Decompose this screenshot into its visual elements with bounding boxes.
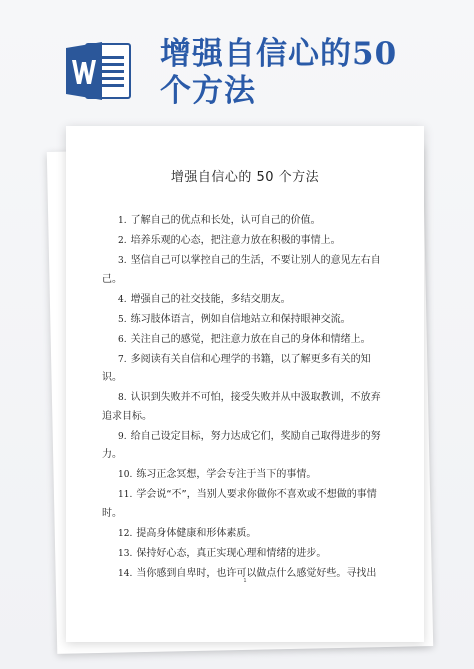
- item-number: 13.: [118, 548, 133, 559]
- list-item: [102, 389, 388, 426]
- list-item: [102, 545, 388, 564]
- item-text: 了解自己的优点和长处，认可自己的价值。: [130, 215, 321, 226]
- list-item: [102, 252, 388, 289]
- document-page: [66, 126, 424, 642]
- item-number: 4.: [118, 294, 127, 305]
- document-title: 增强自信心的 50 个方法: [170, 170, 320, 185]
- item-text: 多阅读有关自信和心理学的书籍，以了解更多有关的知识。: [102, 353, 371, 383]
- list-item: [102, 291, 388, 310]
- item-number: 14.: [118, 568, 133, 579]
- list-item: [102, 331, 388, 350]
- list-item: [102, 428, 388, 465]
- word-document-icon: [66, 40, 132, 102]
- item-text: 增强自己的社交技能，多结交朋友。: [130, 293, 291, 305]
- item-text: 坚信自己可以掌控自己的生活，不要让别人的意见左右自己。: [102, 255, 381, 285]
- method-list: [102, 212, 388, 585]
- item-number: 12.: [118, 528, 133, 539]
- banner-title-line1: 增强自信心的50: [160, 36, 398, 72]
- item-number: 10.: [118, 470, 133, 480]
- list-item: [102, 232, 388, 251]
- item-number: 1.: [118, 216, 127, 226]
- page-number: 1: [243, 578, 247, 584]
- item-text: 练习肢体语言，例如自信地站立和保持眼神交流。: [130, 313, 351, 325]
- item-text: 练习正念冥想，学会专注于当下的事情。: [136, 469, 317, 480]
- list-item: [102, 525, 388, 544]
- item-text: 认识到失败并不可怕，接受失败并从中汲取教训，不放弃追求目标。: [102, 392, 381, 422]
- item-text: 提高身体健康和形体素质。: [136, 527, 257, 539]
- item-number: 8.: [118, 393, 127, 403]
- item-number: 9.: [118, 431, 127, 442]
- item-number: 2.: [118, 236, 127, 246]
- item-text: 关注自己的感觉，把注意力放在自己的身体和情绪上。: [130, 333, 371, 345]
- item-number: 3.: [118, 256, 127, 266]
- list-item: [102, 486, 388, 523]
- item-text: 学会说“不”，当别人要求你做你不喜欢或不想做的事情时。: [102, 489, 377, 519]
- item-text: 培养乐观的心态，把注意力放在积极的事情上。: [130, 235, 341, 246]
- list-item: [102, 351, 388, 388]
- list-item: [102, 212, 388, 231]
- banner-title-line2: 个方法: [160, 73, 256, 109]
- item-text: 保持好心态，真正实现心理和情绪的进步。: [136, 547, 327, 559]
- item-text: 给自己设定目标，努力达成它们，奖励自己取得进步的努力。: [102, 430, 381, 460]
- banner-title: [160, 36, 460, 110]
- list-item: [102, 311, 388, 330]
- item-number: 5.: [118, 314, 127, 325]
- item-number: 11.: [118, 490, 133, 500]
- item-text: 当你感到自卑时，也许可以做点什么感觉好些。寻找出: [136, 567, 377, 579]
- list-item: [102, 466, 388, 485]
- item-number: 6.: [118, 334, 127, 345]
- item-number: 7.: [118, 354, 127, 365]
